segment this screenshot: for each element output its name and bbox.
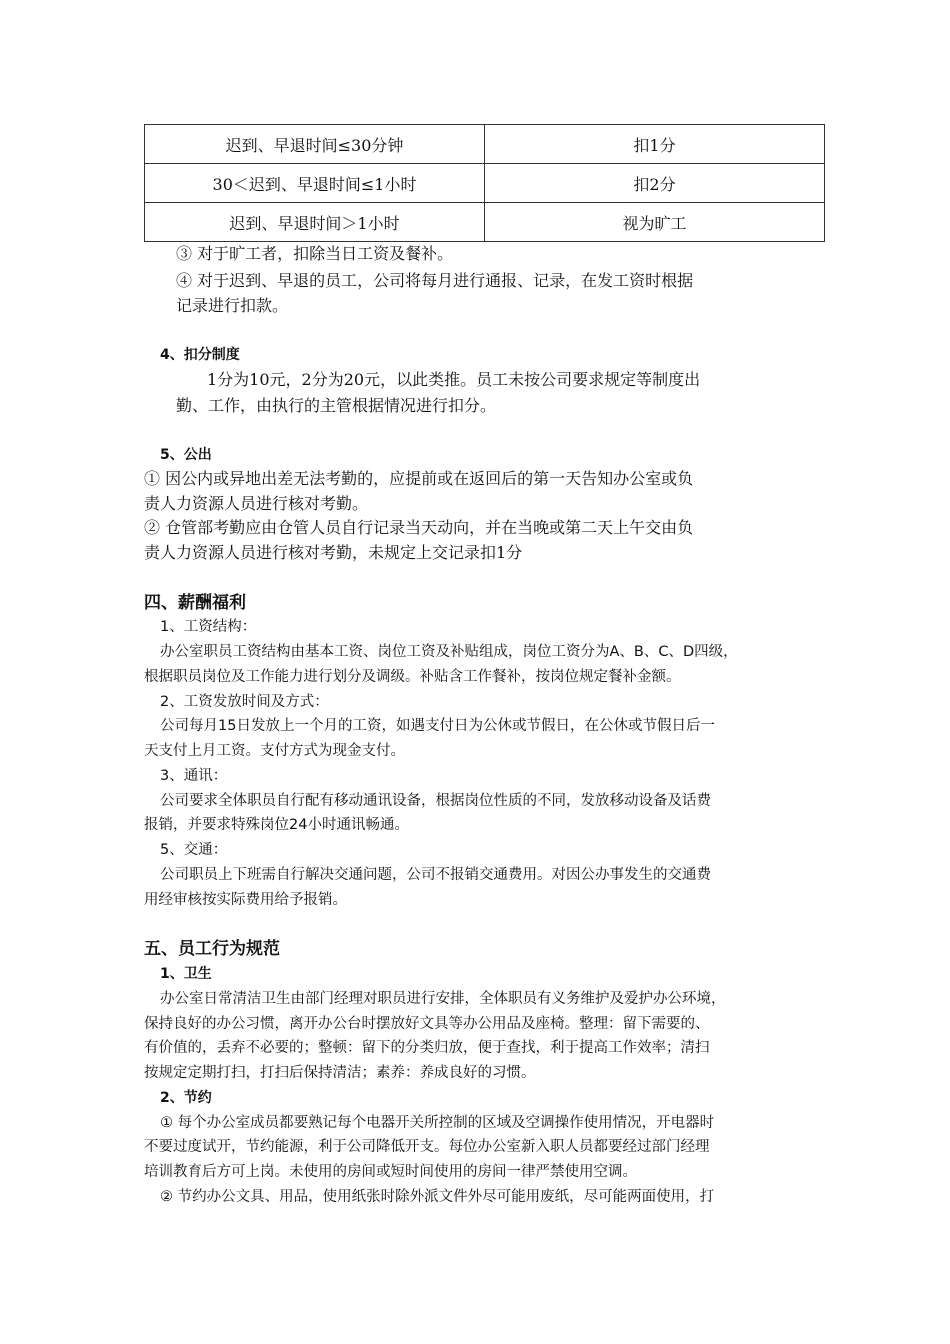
table-row xyxy=(145,203,825,242)
part-4-sub3-line2: 报销，并要求特殊岗位24小时通讯畅通。 xyxy=(144,817,409,833)
part-5-sub1-line1: 办公室日常清洁卫生由部门经理对职员进行安排，全体职员有义务维护及爱护办公环境， xyxy=(160,991,726,1007)
part-4-sub3: 3、通讯： xyxy=(160,768,228,784)
section-5-title: 5、公出 xyxy=(160,447,212,463)
part-5-sub1-line3: 有价值的，丢弃不必要的；整顿：留下的分类归放，便于查找，利于提高工作效率；清扫 xyxy=(144,1040,710,1056)
section-5-line4: 责人力资源人员进行核对考勤，未规定上交记录扣1分 xyxy=(144,543,523,562)
table-cell: 视为旷工 xyxy=(485,203,825,242)
note-4-line1: ④ 对于迟到、早退的员工，公司将每月进行通报、记录，在发工资时根据 xyxy=(176,271,694,290)
part-5-sub1: 1、卫生 xyxy=(160,966,212,982)
section-5-line3: ② 仓管部考勤应由仓管人员自行记录当天动向，并在当晚或第二天上午交由负 xyxy=(144,518,694,537)
part-5-sub2: 2、节约 xyxy=(160,1090,212,1106)
part-4-sub5-line1: 公司职员上下班需自行解决交通问题，公司不报销交通费用。对因公办事发生的交通费 xyxy=(160,867,711,883)
part-4-sub1: 1、工资结构： xyxy=(160,619,257,635)
table-row xyxy=(145,164,825,203)
part-5-sub2-line2: 不要过度试开，节约能源，利于公司降低开支。每位办公室新入职人员都要经过部门经理 xyxy=(144,1139,710,1155)
part-4-sub1-line2: 根据职员岗位及工作能力进行划分及调级。补贴含工作餐补，按岗位规定餐补金额。 xyxy=(144,669,681,685)
table-cell: 迟到、早退时间＞1小时 xyxy=(145,203,485,242)
part-5-sub1-line2: 保持良好的办公习惯，离开办公台时摆放好文具等办公用品及座椅。整理：留下需要的、 xyxy=(144,1016,710,1032)
part-5-title: 五、员工行为规范 xyxy=(144,939,280,959)
table-cell: 扣2分 xyxy=(485,164,825,203)
part-5-sub2-line3: 培训教育后方可上岗。未使用的房间或短时间使用的房间一律严禁使用空调。 xyxy=(144,1164,637,1180)
part-4-sub3-line1: 公司要求全体职员自行配有移动通讯设备，根据岗位性质的不同，发放移动设备及话费 xyxy=(160,793,711,809)
section-4-line1: 1分为10元，2分为20元，以此类推。员工未按公司要求规定等制度出 xyxy=(207,370,701,389)
part-5-sub2-line1: ① 每个办公室成员都要熟记每个电器开关所控制的区域及空调操作使用情况，开电器时 xyxy=(160,1115,715,1131)
note-3: ③ 对于旷工者，扣除当日工资及餐补。 xyxy=(176,244,454,263)
table-cell: 30＜迟到、早退时间≤1小时 xyxy=(145,164,485,203)
part-4-sub2: 2、工资发放时间及方式： xyxy=(160,694,329,710)
section-4-line2: 勤、工作，由执行的主管根据情况进行扣分。 xyxy=(176,396,497,415)
table-cell: 迟到、早退时间≤30分钟 xyxy=(145,125,485,164)
part-4-sub5-line2: 用经审核按实际费用给予报销。 xyxy=(144,892,347,908)
part-4-sub2-line1: 公司每月15日发放上一个月的工资，如遇支付日为公休或节假日，在公休或节假日后一 xyxy=(160,718,715,734)
note-4-line2: 记录进行扣款。 xyxy=(176,296,289,315)
table-cell: 扣1分 xyxy=(485,125,825,164)
part-4-sub2-line2: 天支付上月工资。支付方式为现金支付。 xyxy=(144,743,405,759)
part-4-sub5: 5、交通： xyxy=(160,842,228,858)
section-4-title: 4、扣分制度 xyxy=(160,347,240,363)
part-5-sub1-line4: 按规定定期打扫，打扫后保持清洁；素养：养成良好的习惯。 xyxy=(144,1065,536,1081)
section-5-line2: 责人力资源人员进行核对考勤。 xyxy=(144,494,369,513)
part-4-title: 四、薪酬福利 xyxy=(144,593,246,613)
table-row xyxy=(145,125,825,164)
section-5-line1: ① 因公内或异地出差无法考勤的，应提前或在返回后的第一天告知办公室或负 xyxy=(144,469,694,488)
part-4-sub1-line1: 办公室职员工资结构由基本工资、岗位工资及补贴组成，岗位工资分为A、B、C、D四级， xyxy=(160,644,738,660)
part-5-sub2-line4: ② 节约办公文具、用品，使用纸张时除外派文件外尽可能用废纸，尽可能两面使用，打 xyxy=(160,1189,715,1205)
deduction-table xyxy=(144,124,825,242)
